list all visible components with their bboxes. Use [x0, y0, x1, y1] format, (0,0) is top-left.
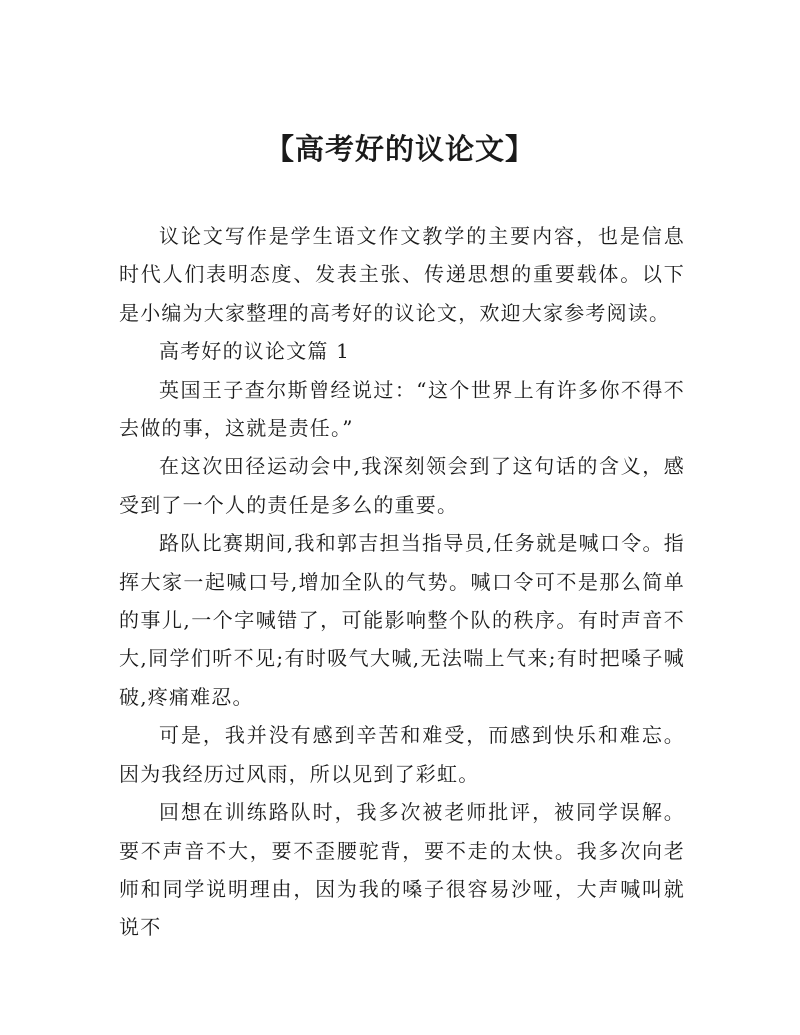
document-title: 【高考好的议论文】 — [264, 132, 535, 166]
paragraph: 在这次田径运动会中,我深刻领会到了这句话的含义，感受到了一个人的责任是多么的重要。 — [119, 454, 685, 517]
paragraph-intro: 议论文写作是学生语文作文教学的主要内容，也是信息时代人们表明态度、发表主张、传递思想的重要载体。以下是小编为大家整理的高考好的议论文，欢迎大家参考阅读。 — [119, 224, 685, 325]
paragraph: 回想在训练路队时，我多次被老师批评，被同学误解。要不声音不大，要不歪腰驼背，要不走的太快。我多次向老师和同学说明理由，因为我的嗓子很容易沙哑，大声喊叫就说不 — [119, 800, 685, 940]
section-heading: 高考好的议论文篇 1 — [159, 339, 351, 364]
paragraph-quote: 英国王子查尔斯曾经说过：“这个世界上有许多你不得不去做的事，这就是责任。” — [119, 377, 685, 441]
paragraph: 可是，我并没有感到辛苦和难受，而感到快乐和难忘。因为我经历过风雨，所以见到了彩虹。 — [119, 723, 685, 786]
document-body — [119, 217, 685, 947]
paragraph: 路队比赛期间,我和郭吉担当指导员,任务就是喊口令。指挥大家一起喊口号,增加全队的气势。喊口令可不是那么简单的事儿,一个字喊错了，可能影响整个队的秩序。有时声音不大,同学们听不见;有时吸气大喊,无法喘上气来;有时把嗓子喊破,疼痛难忍。 — [119, 531, 685, 709]
